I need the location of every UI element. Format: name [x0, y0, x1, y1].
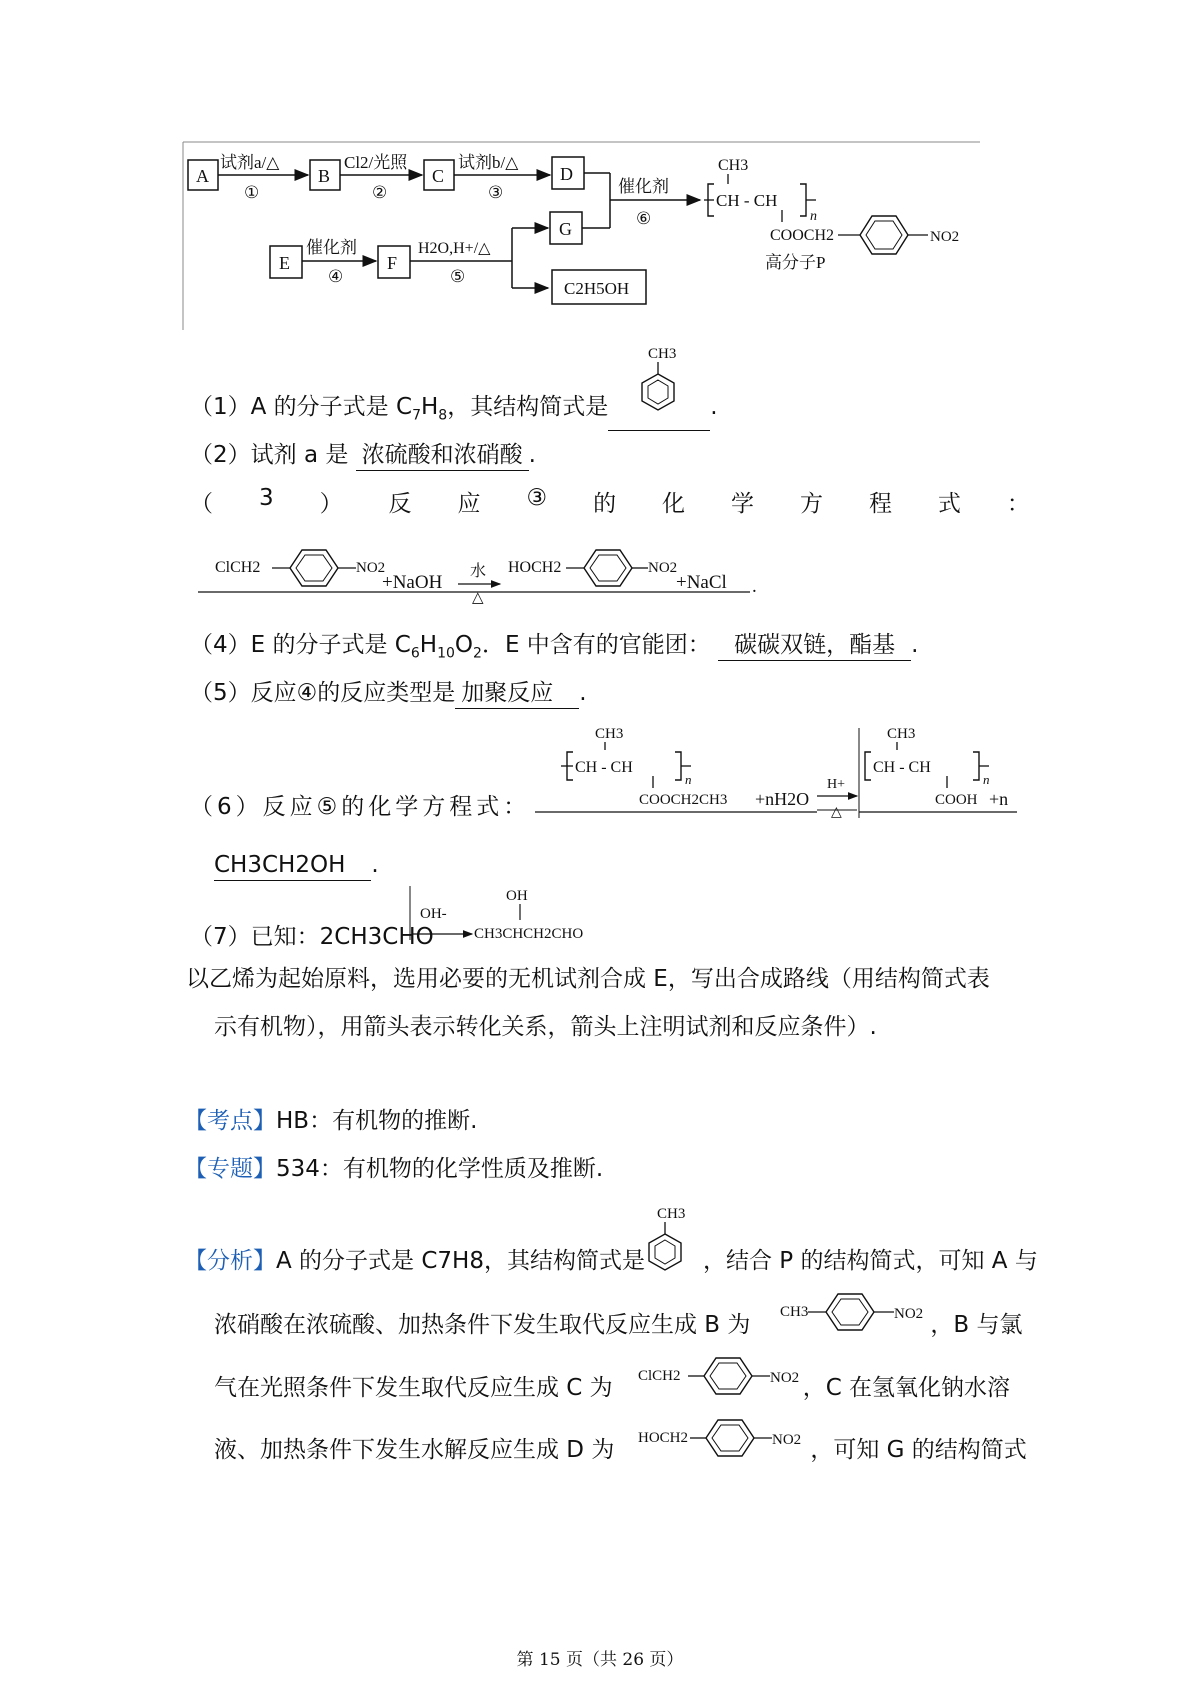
svg-text:CH3: CH3 [887, 726, 916, 742]
svg-text:COOCH2CH3: COOCH2CH3 [639, 792, 728, 808]
step-4: ④ [328, 267, 344, 286]
step-6: ⑥ [636, 209, 652, 228]
reagent-6: 催化剂 [618, 177, 669, 196]
svg-text:B: B [318, 166, 331, 186]
step-5: ⑤ [450, 267, 466, 286]
fenxi-b-structure [778, 1288, 958, 1338]
svg-text:NO2: NO2 [770, 1370, 800, 1386]
question-6: （6）反应⑤的化学方程式： [190, 794, 531, 820]
svg-text:CH3: CH3 [648, 346, 677, 362]
zhuanti: 【专题】534：有机物的化学性质及推断. [184, 1156, 604, 1182]
svg-text:CH - CH: CH - CH [716, 191, 778, 210]
svg-text:CH - CH: CH - CH [873, 759, 931, 776]
step-1: ① [244, 183, 260, 202]
svg-text:+NaOH: +NaOH [382, 572, 443, 593]
page-footer: 第 15 页（共 26 页） [516, 1650, 684, 1670]
answer-4: 碳碳双链，酯基 [718, 630, 911, 661]
svg-text:COOCH2: COOCH2 [770, 227, 835, 244]
svg-text:NO2: NO2 [772, 1432, 802, 1448]
reagent-2: Cl2/光照 [344, 153, 408, 172]
fenxi-line-4: 液、加热条件下发生水解反应生成 D 为 ，可知 G 的结构简式 [214, 1437, 1027, 1463]
question-5: （5）反应④的反应类型是 加聚反应 . [190, 678, 587, 709]
svg-text:CH3: CH3 [718, 157, 749, 174]
svg-text:A: A [196, 166, 209, 186]
fenxi-c-structure [636, 1352, 836, 1402]
reagent-1: 试剂a/△ [220, 153, 280, 172]
svg-text:CH3CHCH2CHO: CH3CHCH2CHO [474, 926, 584, 942]
fenxi-line-1: 【分析】A 的分子式是 C7H8，其结构简式是 ，结合 P 的结构简式，可知 A 与 [184, 1248, 1038, 1274]
svg-text:HOCH2: HOCH2 [638, 1430, 689, 1446]
zhuanti-tag: 【专题】 [184, 1156, 276, 1182]
svg-text:.: . [752, 576, 757, 597]
svg-text:E: E [279, 253, 290, 273]
box-c [424, 160, 454, 190]
box-a [188, 160, 218, 190]
step-3: ③ [488, 183, 504, 202]
svg-text:ClCH2: ClCH2 [215, 559, 261, 576]
kaodian: 【考点】HB：有机物的推断. [184, 1108, 478, 1134]
svg-text:G: G [559, 219, 572, 239]
reagent-5: H2O,H+/△ [418, 240, 491, 257]
question-6-cont: CH3CH2OH . [214, 850, 379, 881]
svg-text:+NaCl: +NaCl [676, 572, 727, 593]
question-3: （ 3 ） 反 应 ③ 的 化 学 方 程 式 ： [190, 485, 1030, 517]
svg-text:NO2: NO2 [356, 560, 386, 576]
svg-text:F: F [387, 253, 398, 273]
svg-text:COOH: COOH [935, 792, 978, 808]
fenxi-tag: 【分析】 [184, 1248, 276, 1274]
svg-text:△: △ [831, 805, 842, 820]
box-b [310, 160, 340, 190]
answer-2: 浓硫酸和浓硝酸 [356, 440, 529, 471]
step-2: ② [372, 183, 388, 202]
svg-text:n: n [685, 772, 692, 787]
box-g [550, 212, 582, 244]
answer-5: 加聚反应 [455, 678, 579, 709]
svg-text:水: 水 [470, 563, 487, 580]
svg-text:ClCH2: ClCH2 [638, 1368, 681, 1384]
svg-text:C: C [432, 166, 445, 186]
box-d [552, 157, 584, 189]
reagent-4: 催化剂 [306, 238, 357, 257]
question-7: （7）已知：2CH3CHO [190, 924, 434, 950]
svg-text:CH3: CH3 [657, 1206, 686, 1222]
svg-text:+n: +n [989, 789, 1009, 809]
equation-3 [190, 540, 790, 610]
box-ethanol [552, 270, 646, 304]
question-1: （1）A 的分子式是 $C_7H_8$，其结构简式是 . [190, 392, 718, 431]
polymer-p [704, 157, 959, 272]
svg-text:△: △ [472, 590, 484, 606]
question-4: （4）E 的分子式是 $C_6H_{10}O_2$．E 中含有的官能团： 碳碳双链，酯基 . [190, 632, 919, 662]
svg-text:OH-: OH- [420, 906, 447, 922]
svg-text:HOCH2: HOCH2 [508, 559, 562, 576]
svg-text:CH3: CH3 [595, 726, 624, 742]
equation-6 [535, 718, 1035, 828]
svg-text:C2H5OH: C2H5OH [564, 279, 630, 298]
svg-text:CH - CH: CH - CH [575, 759, 633, 776]
svg-text:n: n [810, 209, 817, 224]
box-e [270, 246, 302, 278]
question-7-line2: 以乙烯为起始原料，选用必要的无机试剂合成 E，写出合成路线（用结构简式表 [186, 966, 990, 992]
svg-text:n: n [983, 772, 990, 787]
svg-text:高分子P: 高分子P [765, 253, 826, 272]
answer-6-ethanol: CH3CH2OH [214, 850, 371, 881]
kaodian-tag: 【考点】 [184, 1108, 276, 1134]
svg-text:OH: OH [506, 888, 528, 904]
svg-text:+nH2O: +nH2O [755, 789, 810, 809]
reaction-scheme [0, 140, 1200, 340]
toluene-structure [628, 338, 688, 418]
svg-text:CH3: CH3 [780, 1304, 809, 1320]
reagent-3: 试剂b/△ [458, 153, 519, 172]
fenxi-line-2: 浓硝酸在浓硫酸、加热条件下发生取代反应生成 B 为 ，B 与氯 [214, 1312, 1023, 1338]
fenxi-line-3: 气在光照条件下发生取代反应生成 C 为 ，C 在氢氧化钠水溶 [214, 1375, 1011, 1401]
question-2: （2）试剂 a 是 浓硫酸和浓硝酸 . [190, 440, 536, 471]
svg-text:NO2: NO2 [648, 560, 678, 576]
aldol-equation [408, 882, 628, 952]
svg-text:NO2: NO2 [930, 229, 960, 245]
svg-text:H+: H+ [827, 777, 846, 792]
box-f [378, 246, 410, 278]
svg-text:D: D [560, 164, 573, 184]
fenxi-toluene [635, 1198, 695, 1278]
svg-text:NO2: NO2 [894, 1306, 924, 1322]
fenxi-d-structure [636, 1414, 836, 1464]
question-7-line3: 示有机物），用箭头表示转化关系，箭头上注明试剂和反应条件）. [214, 1014, 877, 1040]
